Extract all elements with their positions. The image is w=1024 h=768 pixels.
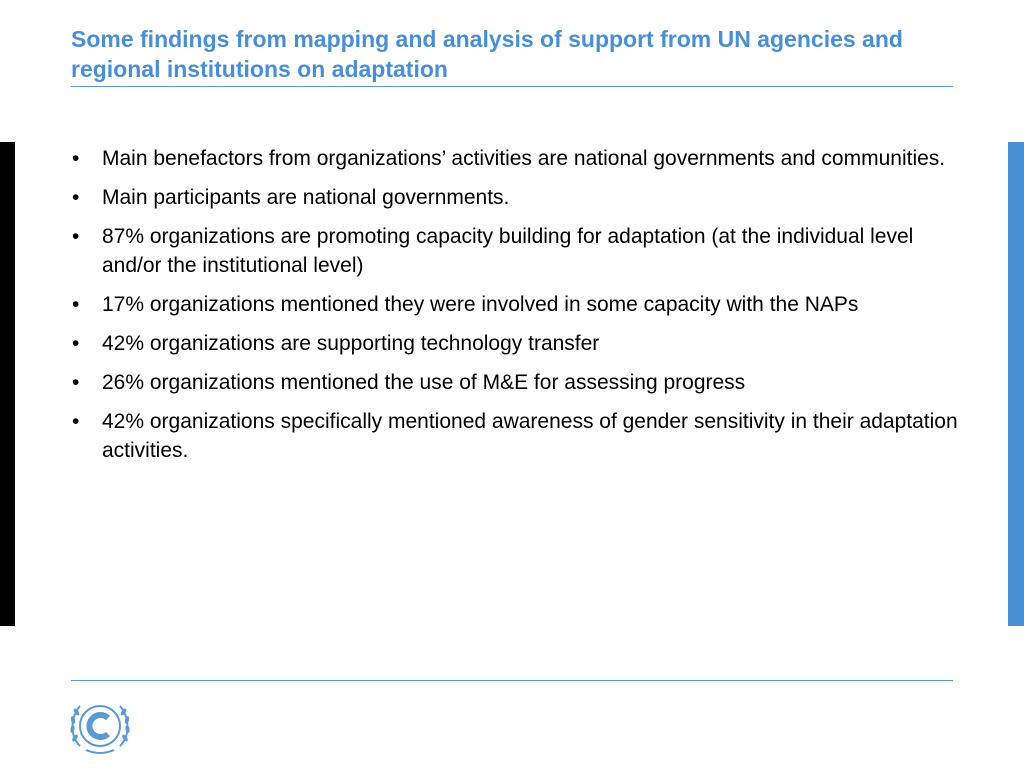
- footer-divider: [71, 680, 953, 681]
- bullet-text: 17% organizations mentioned they were involved in some capacity with the NAPs: [102, 293, 859, 316]
- bullet-text: 26% organizations mentioned the use of M&E for assessing progress: [102, 371, 746, 394]
- slide-title: Some findings from mapping and analysis of support from UN agencies and regional institutions on adaptation: [71, 26, 903, 82]
- bullet-dot: •: [72, 332, 80, 355]
- bullet-dot: •: [72, 371, 80, 394]
- bullet-item: [70, 183, 960, 212]
- bullet-dot: •: [72, 186, 80, 209]
- bullet-dot: •: [72, 410, 80, 433]
- bullet-dot: •: [72, 147, 80, 170]
- unfccc-logo-icon: [66, 696, 134, 756]
- bullet-item: [70, 222, 960, 280]
- bullet-dot: •: [72, 293, 80, 316]
- bullet-text: Main participants are national governments.: [102, 186, 510, 209]
- bullet-text: 42% organizations specifically mentioned awareness of gender sensitivity in their adaptation activities.: [102, 410, 958, 462]
- bullet-dot: •: [72, 225, 80, 248]
- bullet-text: Main benefactors from organizations’ activities are national governments and communities.: [102, 147, 946, 170]
- title-divider: [71, 86, 953, 87]
- bullet-text: 42% organizations are supporting technology transfer: [102, 332, 600, 355]
- bullet-item: [70, 144, 960, 173]
- bullet-item: [70, 290, 960, 319]
- bullet-item: [70, 407, 960, 465]
- bullet-item: [70, 368, 960, 397]
- bullet-list: [70, 144, 960, 475]
- bullet-item: [70, 329, 960, 358]
- bullet-text: 87% organizations are promoting capacity building for adaptation (at the individual level and/or the institutional level): [102, 225, 914, 277]
- left-accent-bar: [0, 142, 15, 626]
- right-accent-bar: [1008, 142, 1024, 626]
